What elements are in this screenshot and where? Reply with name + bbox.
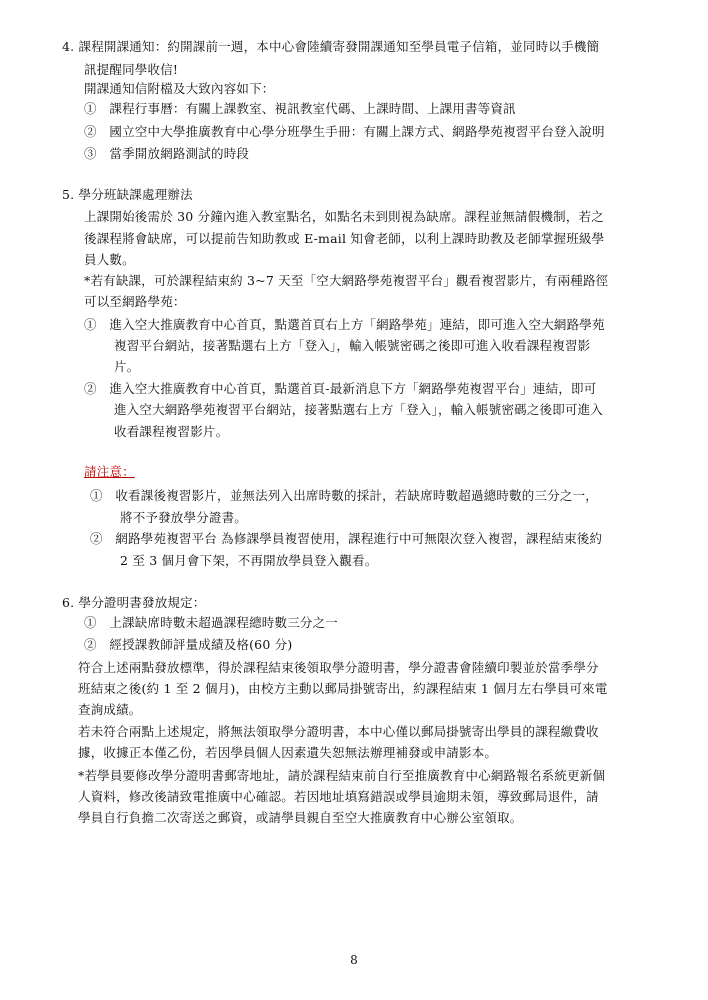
section-4-heading-cont: 訊提醒同學收信! — [84, 62, 179, 77]
page-number: 8 — [350, 953, 358, 967]
section-5-para-line: *若有缺課，可於課程結束約 3~7 天至「空大網路學苑複習平台」觀看複習影片，有兩種路徑 — [84, 273, 609, 288]
notice-item-cont: 將不予發放學分證書。 — [120, 510, 248, 525]
section-6-para-line: 據，收據正本僅乙份，若因學員個人因素遺失恕無法辦理補發或申請影本。 — [78, 745, 498, 760]
section-6-para-line: 若未符合兩點上述規定，將無法領取學分證明書，本中心僅以郵局掛號寄出學員的課程繳費收 — [78, 724, 599, 739]
section-5-path-item-cont: 片。 — [114, 359, 140, 374]
section-4-intro: 開課通知信附檔及大致內容如下： — [84, 81, 275, 96]
section-5-path-item: ② 進入空大推廣教育中心首頁，點選首頁-最新消息下方「網路學苑複習平台」連結，即可 — [84, 381, 597, 396]
section-5-heading: 5. 學分班缺課處理辦法 — [62, 187, 193, 202]
section-5-para-line: 員人數。 — [84, 252, 135, 267]
notice-label: 請注意： — [84, 464, 135, 479]
section-6-item: ② 經授課教師評量成績及格(60 分) — [84, 637, 293, 652]
notice-item: ① 收看課後複習影片，並無法列入出席時數的採計，若缺席時數超過總時數的三分之一， — [90, 488, 599, 503]
section-6-para-line: 符合上述兩點發放標準，得於課程結束後領取學分證明書，學分證書會陸續印製並於當季學分 — [78, 660, 599, 675]
section-5-para-line: 後課程將會缺席，可以提前告知助教或 E-mail 知會老師，以利上課時助教及老師掌握班級學 — [84, 231, 605, 246]
section-6-para-line: *若學員要修改學分證明書郵寄地址，請於課程結束前自行至推廣教育中心網路報名系統更新個 — [78, 768, 606, 783]
section-4-item: ② 國立空中大學推廣教育中心學分班學生手冊：有關上課方式、網路學苑複習平台登入說明 — [84, 124, 605, 139]
notice-item: ② 網路學苑複習平台 為修課學員複習使用，課程進行中可無限次登入複習，課程結束後約 — [90, 531, 603, 546]
section-6-para-line: 查詢成績。 — [78, 702, 142, 717]
section-6-para-line: 班結束之後(約 1 至 2 個月)，由校方主動以郵局掛號寄出，約課程結束 1 個月左右學員可來電 — [78, 681, 608, 696]
section-5-path-item: ① 進入空大推廣教育中心首頁，點選首頁右上方「網路學苑」連結，即可進入空大網路學苑 — [84, 317, 605, 332]
section-6-heading: 6. 學分證明書發放規定： — [62, 595, 206, 610]
section-4-item: ③ 當季開放網路測試的時段 — [84, 146, 250, 161]
section-6-item: ① 上課缺席時數未超過課程總時數三分之一 — [84, 615, 339, 630]
section-6-para-line: 人資料，修改後請致電推廣中心確認。若因地址填寫錯誤或學員逾期未領，導致郵局退件，請 — [78, 789, 599, 804]
section-6-para-line: 學員自行負擔二次寄送之郵資，或請學員親自至空大推廣教育中心辦公室領取。 — [78, 810, 523, 825]
section-5-path-item-cont: 收看課程複習影片。 — [114, 424, 229, 439]
section-4-item: ① 課程行事曆：有關上課教室、視訊教室代碼、上課時間、上課用書等資訊 — [84, 101, 516, 116]
notice-item-cont: 2 至 3 個月會下架，不再開放學員登入觀看。 — [120, 553, 378, 568]
section-5-path-item-cont: 複習平台網站，接著點選右上方「登入」，輸入帳號密碼之後即可進入收看課程複習影 — [114, 338, 591, 353]
section-5-path-item-cont: 進入空大網路學苑複習平台網站，接著點選右上方「登入」，輸入帳號密碼之後即可進入 — [114, 402, 604, 417]
section-5-para-line: 上課開始後需於 30 分鐘內進入教室點名，如點名未到則視為缺席。課程並無請假機制，若之 — [84, 209, 604, 224]
section-5-para-line: 可以至網路學苑： — [84, 294, 186, 309]
section-4-heading: 4. 課程開課通知：約開課前一週，本中心會陸續寄發開課通知至學員電子信箱，並同時以手機簡 — [62, 39, 600, 54]
